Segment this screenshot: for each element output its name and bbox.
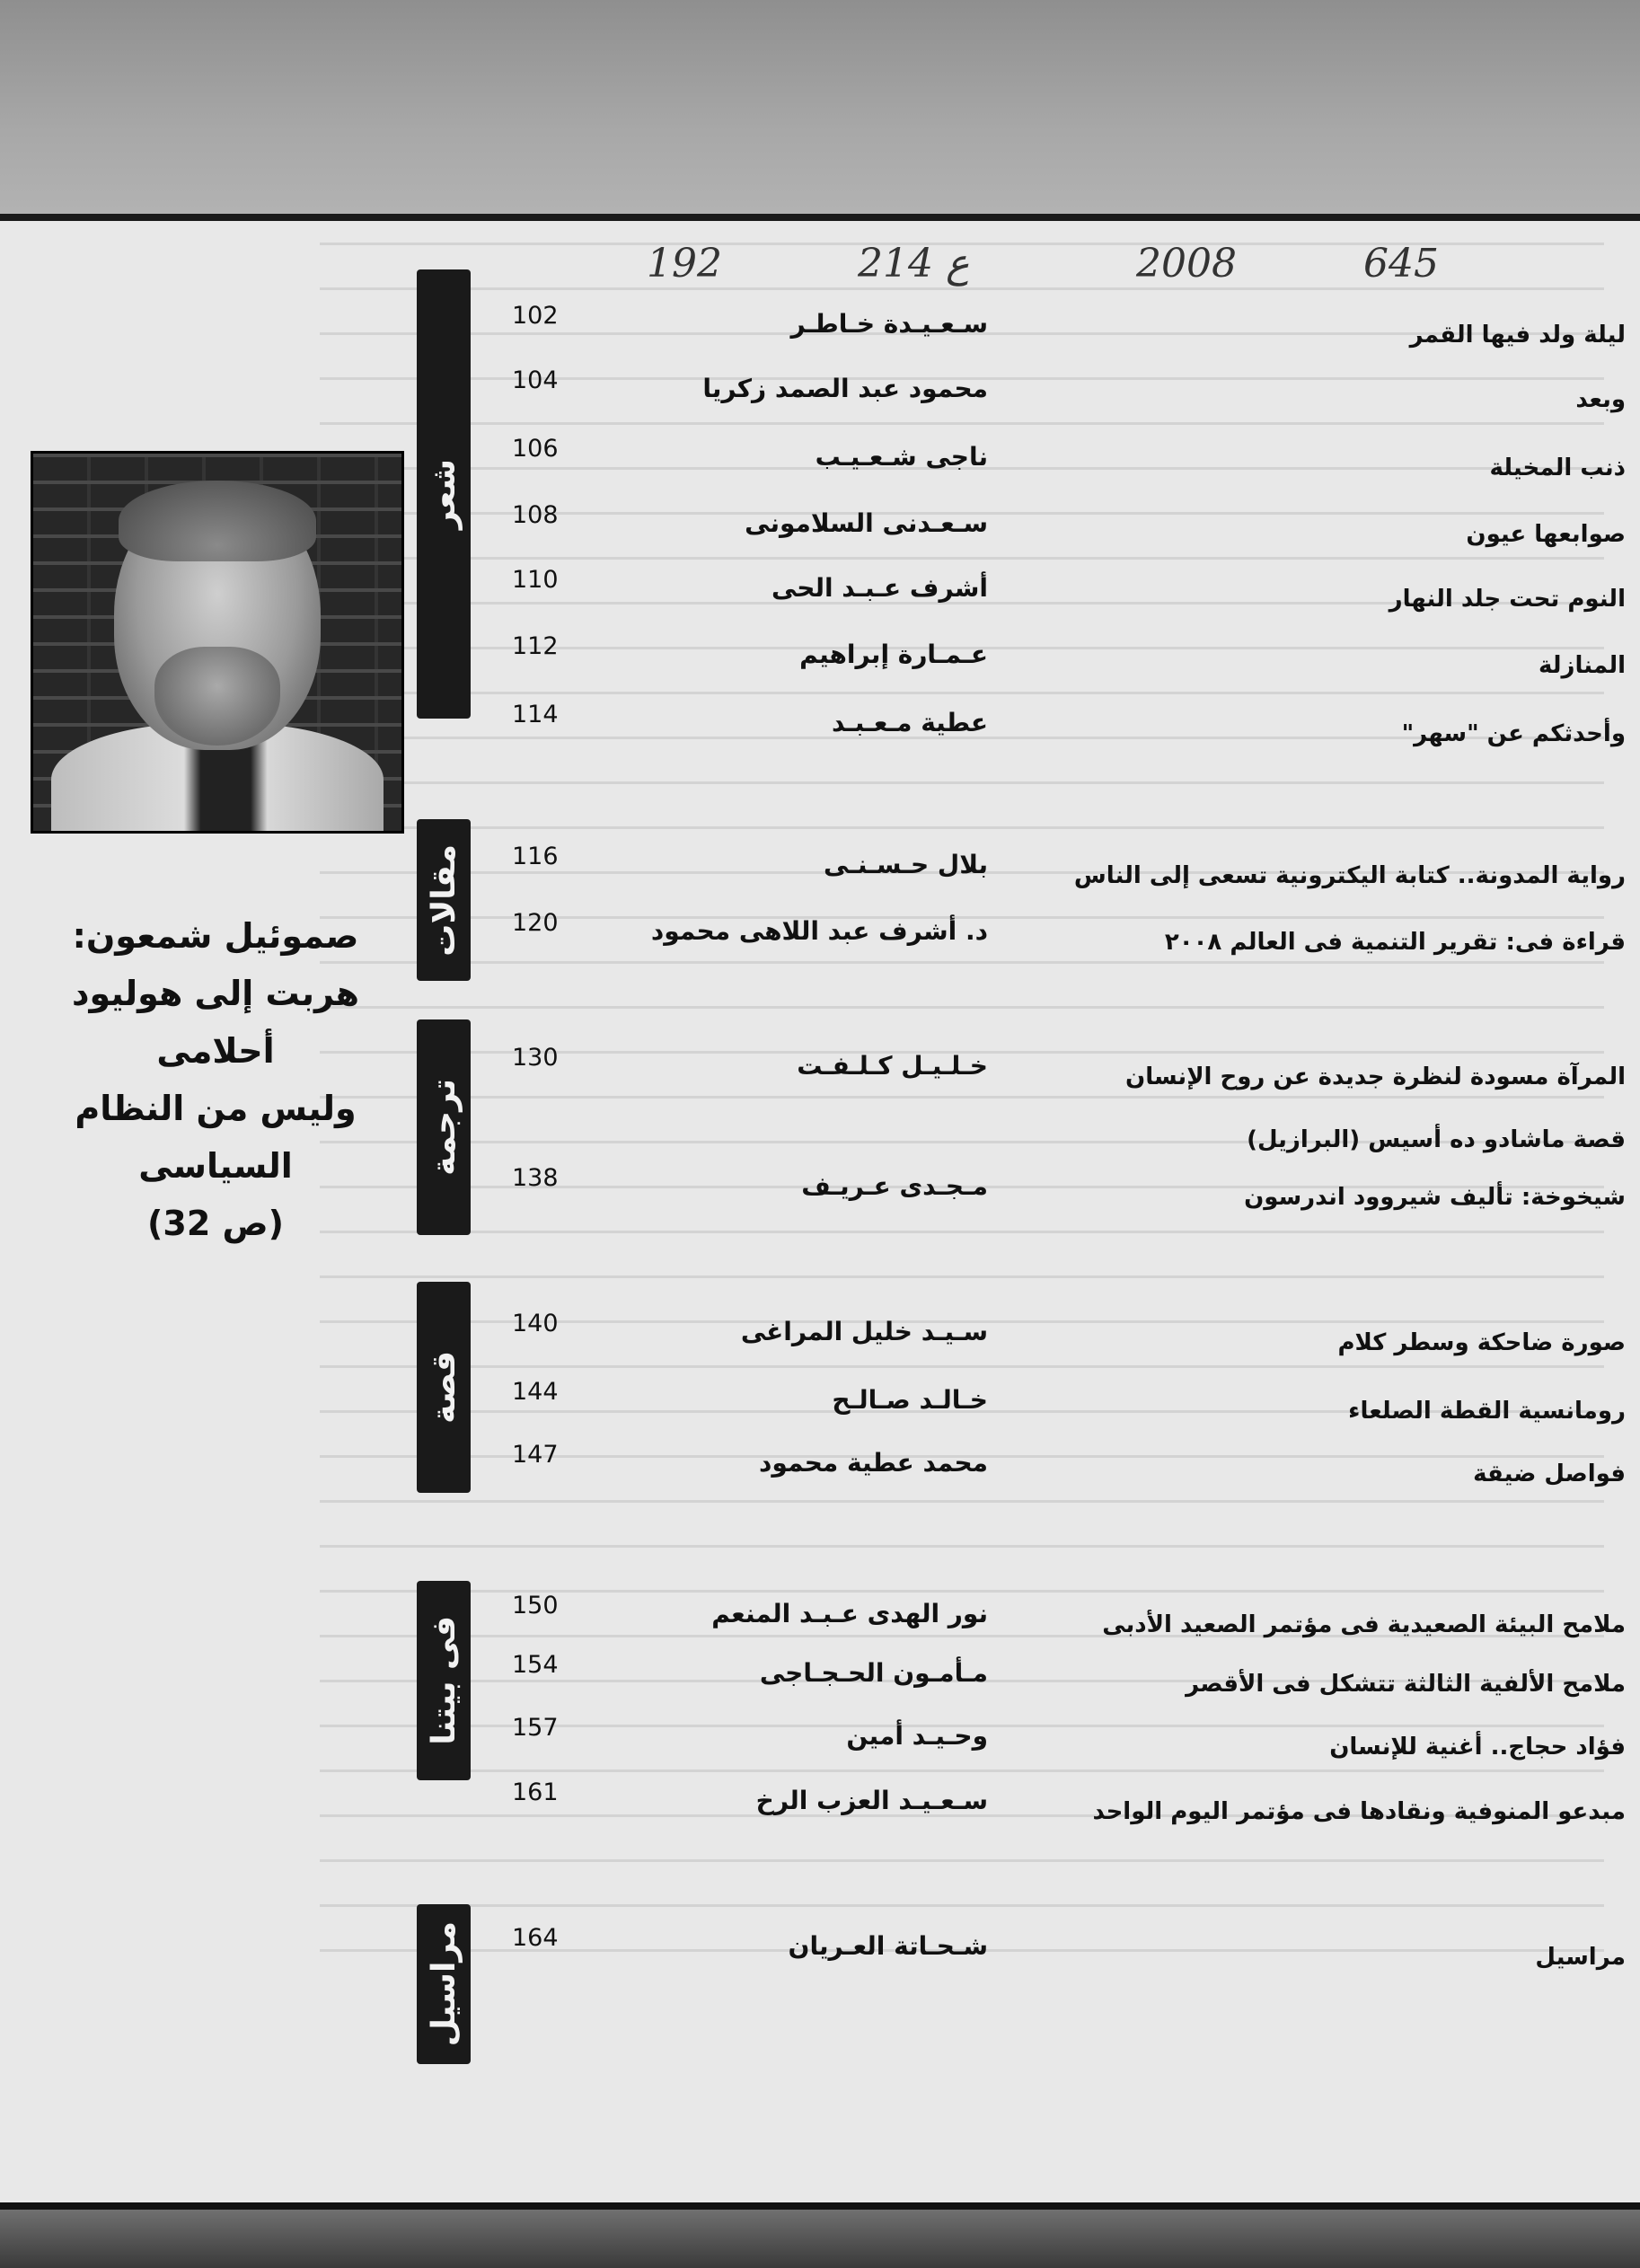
author-name: خـالـد صـالـح — [832, 1385, 988, 1415]
scan-bottom-border — [0, 2210, 1640, 2268]
toc-entry[interactable] — [503, 701, 1626, 749]
entry-title: رومانسية القطة الصلعاء — [1348, 1398, 1626, 1425]
handwritten-note — [629, 241, 1437, 304]
author-name: أشرف عـبـد الحى — [771, 573, 988, 603]
feature-line: السياسى — [138, 1146, 293, 1186]
toc-entry[interactable] — [503, 435, 1626, 483]
author-name: ناجى شـعـيـب — [815, 442, 988, 472]
handwritten-note-4: 645 — [1363, 241, 1439, 287]
toc-entry[interactable] — [503, 1310, 1626, 1358]
entry-title: المنازلة — [1539, 652, 1626, 679]
toc-entry[interactable] — [503, 909, 1626, 958]
author-name: وحـيـد أمين — [846, 1721, 988, 1751]
page-number: 138 — [512, 1164, 559, 1192]
entry-title: مراسيل — [1535, 1944, 1626, 1971]
page-number: 108 — [512, 501, 559, 529]
page-number: 116 — [512, 843, 559, 870]
entry-title: رواية المدونة.. كتابة اليكترونية تسعى إلى الناس — [1073, 862, 1626, 889]
page-number: 164 — [512, 1924, 559, 1952]
section-tab-correspondence: مراسيل — [417, 1904, 471, 2064]
page-number: 110 — [512, 566, 559, 594]
author-name: سـيـد خليل المراغى — [740, 1317, 988, 1346]
toc-entry[interactable] — [503, 1714, 1626, 1762]
entry-title: المرآة مسودة لنظرة جديدة عن روح الإنسان — [1125, 1063, 1626, 1090]
page-number: 161 — [512, 1778, 559, 1806]
scan-top-border — [0, 0, 1640, 220]
entry-title: قصة ماشادو ده أسيس (البرازيل) — [1247, 1126, 1626, 1153]
toc-entry[interactable] — [503, 1164, 1626, 1213]
author-name: محمود عبد الصمد زكريا — [702, 374, 988, 403]
author-name: مـأمـون الحـجـاجى — [759, 1658, 988, 1688]
page-number: 106 — [512, 435, 559, 463]
entry-title: النوم تحت جلد النهار — [1389, 586, 1626, 613]
author-name: شـحـاتة العـريان — [788, 1931, 988, 1961]
entry-title: وبعد — [1575, 386, 1626, 413]
feature-line: هربت إلى هوليود — [72, 974, 359, 1013]
author-name: عـمـارة إبراهيم — [799, 640, 988, 669]
toc-entry[interactable] — [503, 1592, 1626, 1640]
toc-entry[interactable] — [503, 1924, 1626, 1972]
toc-entry[interactable] — [503, 302, 1626, 350]
handwritten-note-2: 214 ع — [858, 241, 970, 287]
entry-title: صوابعها عيون — [1466, 521, 1626, 548]
page-number: 157 — [512, 1714, 559, 1742]
page-number: 104 — [512, 366, 559, 394]
toc-entry[interactable] — [503, 501, 1626, 550]
section-tab-poetry: شعر — [417, 269, 471, 719]
toc-entry[interactable] — [503, 366, 1626, 415]
handwritten-note-1: 192 — [647, 241, 722, 287]
author-name: سـعـيـدة خـاطـر — [790, 309, 988, 339]
author-name: نور الهدى عـبـد المنعم — [711, 1599, 988, 1628]
section-tab-articles: مقالات — [417, 819, 471, 981]
feature-line: صموئيل شمعون: — [72, 916, 359, 956]
toc-entry[interactable] — [503, 1107, 1626, 1155]
page-number: 102 — [512, 302, 559, 330]
toc-entry[interactable] — [503, 1778, 1626, 1827]
section-tab-our-house: فى بيتنا — [417, 1581, 471, 1780]
page-number: 120 — [512, 909, 559, 937]
toc-entry[interactable] — [503, 843, 1626, 891]
page-number: 150 — [512, 1592, 559, 1619]
entry-title: ذنب المخيلة — [1489, 454, 1626, 481]
section-tab-story: قصة — [417, 1282, 471, 1493]
entry-title: ملامح الألفية الثالثة تتشكل فى الأقصر — [1186, 1671, 1626, 1698]
entry-title: مبدعو المنوفية ونقادها فى مؤتمر اليوم الواحد — [1092, 1798, 1626, 1825]
author-name: سـعـيـد العزب الرخ — [755, 1786, 988, 1815]
page-number: 112 — [512, 632, 559, 660]
entry-title: صورة ضاحكة وسطر كلام — [1337, 1329, 1626, 1356]
feature-line: وليس من النظام — [75, 1089, 357, 1128]
page-number: 140 — [512, 1310, 559, 1337]
page-number: 114 — [512, 701, 559, 728]
toc-entry[interactable] — [503, 1044, 1626, 1092]
author-name: خـلـيـل كـلـفـت — [797, 1051, 988, 1081]
entry-title: ليلة ولد فيها القمر — [1409, 322, 1626, 349]
author-portrait-photo — [31, 451, 404, 834]
entry-title: ملامح البيئة الصعيدية فى مؤتمر الصعيد الأدبى — [1102, 1611, 1626, 1638]
handwritten-note-3: 2008 — [1136, 241, 1237, 287]
entry-title: وأحدثكم عن "سهر" — [1401, 720, 1626, 747]
author-name: محمد عطية محمود — [759, 1448, 988, 1478]
author-name: بلال حـسـنـى — [824, 850, 988, 879]
featured-interview-teaser — [18, 907, 413, 1252]
feature-line: أحلامى — [156, 1031, 275, 1071]
toc-entry[interactable] — [503, 566, 1626, 614]
feature-page-ref: (ص 32) — [147, 1204, 284, 1243]
page-number: 144 — [512, 1378, 559, 1406]
toc-entry[interactable] — [503, 1651, 1626, 1699]
entry-title: فؤاد حجاج.. أغنية للإنسان — [1329, 1734, 1626, 1761]
author-name: عطية مـعـبـد — [831, 708, 988, 737]
section-tab-translation: ترجمة — [417, 1019, 471, 1235]
author-name: مـجـدى عـريـف — [801, 1171, 988, 1201]
page-number: 147 — [512, 1441, 559, 1469]
author-name: سـعـدنى السلامونى — [745, 508, 988, 538]
author-name: د. أشرف عبد اللاهى محمود — [650, 916, 988, 946]
page-number: 130 — [512, 1044, 559, 1072]
page-number: 154 — [512, 1651, 559, 1679]
top-rule — [0, 214, 1640, 221]
toc-entry[interactable] — [503, 632, 1626, 681]
entry-title: شيخوخة: تأليف شيروود اندرسون — [1244, 1184, 1626, 1211]
entry-title: قراءة فى: تقرير التنمية فى العالم ٢٠٠٨ — [1164, 929, 1626, 956]
toc-entry[interactable] — [503, 1378, 1626, 1426]
toc-entry[interactable] — [503, 1441, 1626, 1489]
entry-title: فواصل ضيقة — [1473, 1461, 1626, 1487]
